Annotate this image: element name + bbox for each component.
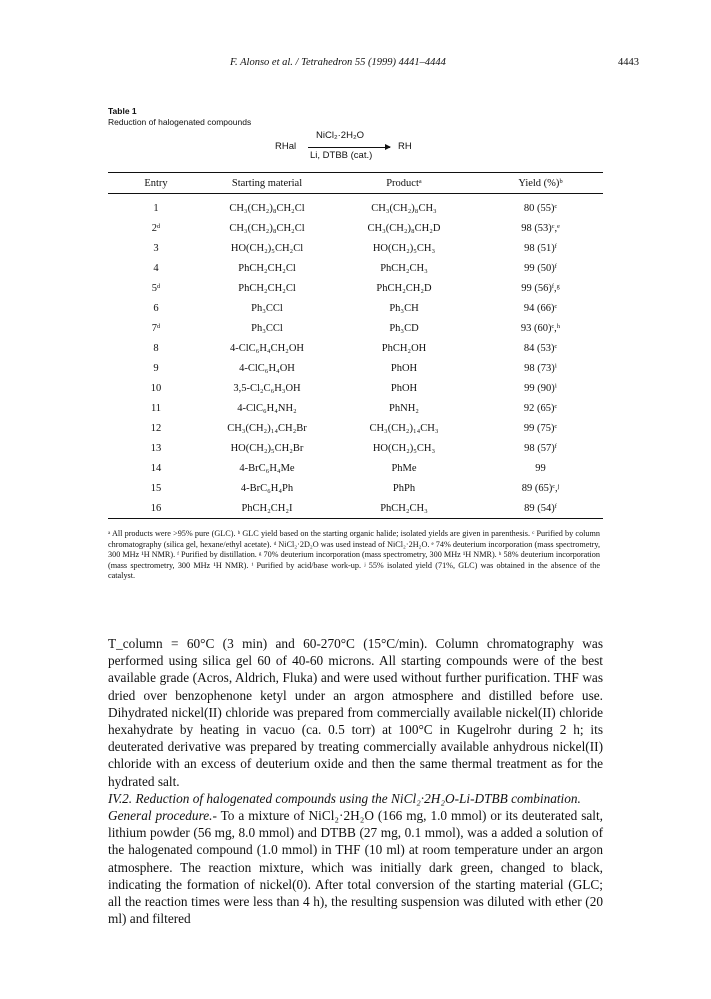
cell-yield: 84 (53)ᶜ xyxy=(523,342,558,354)
cell-yield: 99 (56)ᶠ,ᵍ xyxy=(521,282,560,294)
cell-product: PhMe xyxy=(391,462,417,474)
cell-product: Ph₃CH xyxy=(389,302,419,314)
cell-starting-material: PhCH₂CH₂I xyxy=(241,502,293,514)
table-row xyxy=(108,358,603,378)
cell-starting-material: PhCH₂CH₂Cl xyxy=(238,262,296,274)
cell-starting-material: CH₃(CH₂)₈CH₂Cl xyxy=(229,222,305,234)
cell-entry: 6 xyxy=(153,302,159,314)
cell-starting-material: CH₃(CH₂)₁₄CH₂Br xyxy=(227,422,307,434)
cell-product: HO(CH₂)₅CH₃ xyxy=(372,442,436,454)
reaction-scheme xyxy=(268,130,428,166)
header-starting-material: Starting material xyxy=(231,177,303,189)
reaction-arrow-icon xyxy=(308,147,390,148)
cell-starting-material: CH₃(CH₂)₈CH₂Cl xyxy=(229,202,305,214)
cell-yield: 98 (73)ⁱ xyxy=(524,363,557,374)
cell-yield: 99 (90)ⁱ xyxy=(524,383,557,394)
table-row xyxy=(108,198,603,218)
table-row xyxy=(108,458,603,478)
cell-starting-material: Ph₃CCl xyxy=(251,322,283,334)
cell-product: HO(CH₂)₅CH₃ xyxy=(372,242,436,254)
table-row xyxy=(108,238,603,258)
cell-yield: 94 (66)ᶜ xyxy=(523,302,558,314)
page-number: 4443 xyxy=(618,57,639,68)
cell-starting-material: 4-ClC₆H₄NH₂ xyxy=(237,402,297,414)
cell-starting-material: HO(CH₂)₅CH₂Cl xyxy=(230,242,304,254)
header-product: Productᵃ xyxy=(386,177,422,189)
table-row xyxy=(108,258,603,278)
cell-starting-material: 4-BrC₆H₄Me xyxy=(239,462,295,474)
table-row xyxy=(108,218,603,238)
table-header-row xyxy=(108,173,603,193)
cell-product: PhOH xyxy=(390,382,418,394)
cell-starting-material: 4-ClC₆H₄CH₂OH xyxy=(230,342,304,354)
cell-entry: 9 xyxy=(153,362,159,374)
table-bottom-rule xyxy=(108,518,603,519)
cell-entry: 12 xyxy=(150,422,162,434)
cell-entry: 7ᵈ xyxy=(151,322,161,334)
cell-entry: 16 xyxy=(150,502,162,514)
table-row xyxy=(108,278,603,298)
cell-product: PhCH₂CH₃ xyxy=(380,502,428,514)
cell-entry: 10 xyxy=(150,382,162,394)
results-table xyxy=(108,172,603,519)
journal-citation: F. Alonso et al. / Tetrahedron 55 (1999) 4441–4444 xyxy=(230,57,446,68)
table-row xyxy=(108,418,603,438)
scheme-product: RH xyxy=(398,141,412,152)
cell-starting-material: 3,5-Cl₂C₆H₃OH xyxy=(233,382,301,394)
cell-entry: 1 xyxy=(153,202,159,214)
table-row xyxy=(108,478,603,498)
cell-yield: 93 (60)ᶜ,ʰ xyxy=(520,322,561,334)
procedure-lead: General procedure.- xyxy=(108,808,217,824)
table-body xyxy=(108,194,603,518)
cell-yield: 89 (54)ᶠ xyxy=(524,502,557,514)
table-caption: Reduction of halogenated compounds xyxy=(108,117,252,127)
cell-entry: 8 xyxy=(153,342,159,354)
table-label: Table 1 xyxy=(108,106,137,116)
scheme-reagent-below: Li, DTBB (cat.) xyxy=(310,150,373,161)
cell-starting-material: HO(CH₂)₅CH₂Br xyxy=(230,442,304,454)
table-row xyxy=(108,338,603,358)
cell-yield: 99 (50)ᶠ xyxy=(524,262,557,274)
body-text xyxy=(108,635,603,927)
cell-starting-material: 4-ClC₆H₄OH xyxy=(239,362,295,374)
cell-product: PhCH₂OH xyxy=(381,342,427,354)
cell-yield: 98 (51)ᶠ xyxy=(524,242,557,254)
table-row xyxy=(108,298,603,318)
table-caption-block xyxy=(108,106,251,128)
cell-product: PhOH xyxy=(390,362,418,374)
scheme-reagent-above: NiCl₂·2H₂O xyxy=(316,130,365,141)
cell-entry: 4 xyxy=(153,262,159,274)
cell-entry: 2ᵈ xyxy=(151,222,161,234)
running-head xyxy=(0,57,711,73)
cell-product: PhCH₂CH₂D xyxy=(376,282,432,294)
cell-entry: 13 xyxy=(150,442,162,454)
cell-product: PhCH₂CH₃ xyxy=(380,262,428,274)
cell-yield: 92 (65)ᶜ xyxy=(523,402,558,414)
header-yield: Yield (%)ᵇ xyxy=(518,177,563,189)
cell-starting-material: Ph₃CCl xyxy=(251,302,283,314)
cell-product: CH₃(CH₂)₁₄CH₃ xyxy=(369,422,439,434)
table-row xyxy=(108,438,603,458)
table-row xyxy=(108,318,603,338)
cell-yield: 80 (55)ᶜ xyxy=(523,202,558,214)
cell-yield: 89 (65)ᶜ,ʲ xyxy=(521,482,560,494)
table-row xyxy=(108,498,603,518)
table-row xyxy=(108,398,603,418)
cell-product: PhPh xyxy=(392,482,416,494)
cell-yield: 99 (75)ᶜ xyxy=(523,422,558,434)
cell-yield: 98 (53)ᶜ,ᵉ xyxy=(521,222,560,234)
cell-yield: 99 xyxy=(535,462,546,474)
scheme-reactant: RHal xyxy=(275,141,297,152)
cell-product: CH₃(CH₂)₈CH₂D xyxy=(367,222,441,234)
section-heading xyxy=(108,790,603,807)
cell-product: PhNH₂ xyxy=(389,402,419,414)
table-row xyxy=(108,378,603,398)
cell-starting-material: PhCH₂CH₂Cl xyxy=(238,282,296,294)
cell-yield: 98 (57)ᶠ xyxy=(524,442,557,454)
cell-entry: 11 xyxy=(150,402,162,414)
cell-entry: 14 xyxy=(150,462,162,474)
section-heading-text: IV.2. Reduction of halogenated compounds using the NiCl₂·2H₂O-Li-DTBB combination. xyxy=(108,790,581,806)
cell-entry: 15 xyxy=(150,482,162,494)
cell-entry: 5ᵈ xyxy=(151,282,161,294)
cell-product: CH₃(CH₂)₈CH₃ xyxy=(371,202,437,214)
procedure-text: To a mixture of NiCl₂·2H₂O (166 mg, 1.0 mmol) or its deuterated salt, lithium powder (56 mg, 8.0 mmol) and DTBB (27 mg, 0.1 mmol), was a added a solution of the halogenated compound (1.0 mmol) in THF (10 ml) at room temperature under an argon atmosphere. The reaction mixture, which was initially dark green, changed to black, indicating the formation of nickel(0). After total conversion of the starting material (GLC; all the reaction times were less than 4 h), the resulting suspension was diluted with ether (20 ml) and filtered xyxy=(108,808,603,927)
paragraph-experimental: T_column = 60°C (3 min) and 60-270°C (15°C/min). Column chromatography was performed using silica gel 60 of 40-60 microns. All starting compounds were of the best available grade (Acros, Aldrich, Fluka) and were used without further purification. THF was dried over benzophenone ketyl under an argon atmosphere and distilled before use. Dihydrated nickel(II) chloride was prepared from commercially available nickel(II) chloride hexahydrate by heating in vacuo (ca. 0.5 torr) at 100°C in Kugelrohr during 2 h; its deuterated derivative was prepared by treating commercially available anhydrous nickel(II) chloride with an excess of deuterium oxide and then the same thermal treatment as for the hydrated salt. xyxy=(108,636,603,789)
header-entry: Entry xyxy=(144,177,168,189)
cell-starting-material: 4-BrC₆H₄Ph xyxy=(240,482,294,494)
paragraph-general-procedure xyxy=(108,807,603,927)
table-footnotes: ᵃ All products were >95% pure (GLC). ᵇ GLC yield based on the starting organic halide; isolated yields are given in parenthesis. ᶜ Purified by column chromatography (silica gel, hexane/ethyl acetate). ᵈ NiCl₂·2D₂O was used instead of NiCl₂·2H₂O. ᵉ 74% deuterium incorporation (mass spectrometry, 300 MHz ¹H NMR). ᶠ Purified by distillation. ᵍ 70% deuterium incorporation (mass spectrometry, 300 MHz ¹H NMR). ʰ 58% deuterium incorporation (mass spectrometry, 300 MHz ¹H NMR). ⁱ Purified by acid/base work-up. ʲ 55% isolated yield (71%, GLC) was obtained in the absence of the catalyst. xyxy=(108,529,600,581)
cell-entry: 3 xyxy=(153,242,159,254)
cell-product: Ph₃CD xyxy=(389,322,419,334)
